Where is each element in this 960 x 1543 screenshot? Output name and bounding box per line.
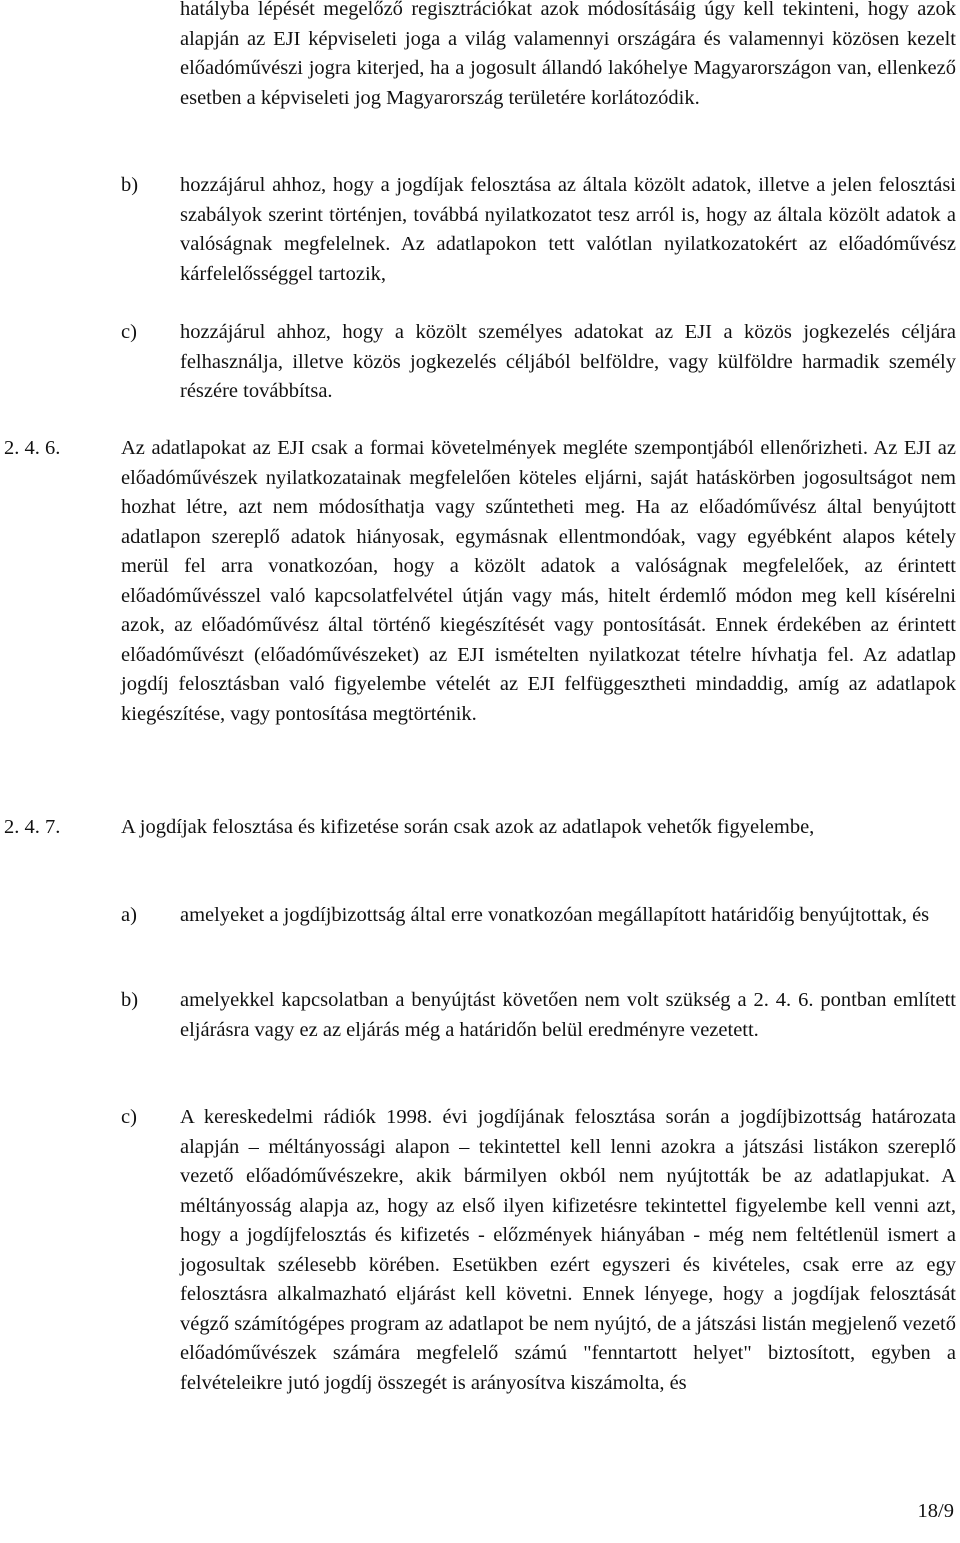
section-number-2-4-6: 2. 4. 6.: [4, 437, 61, 459]
list-marker-c: c): [121, 321, 137, 343]
page-number: 18/9: [917, 1500, 954, 1522]
list-item-247-a: amelyeket a jogdíjbizottság által erre vonatkozóan megállapított határidőig benyújtottak, és: [180, 904, 930, 926]
list-item-247-c: A kereskedelmi rádiók 1998. évi jogdíjának felosztása során a jogdíjbizottság határozata alapján – méltányossági alapon – tekintettel kell lenni azokra a játszási listákon szereplő vezető előadóművészekre, akik bármilyen okból nem nyújtották be az adatlapjukat. A méltányosság alapja az, hogy az első ilyen kifizetésre tekintettel figyelembe kell venni azt, hogy a jogdíjfelosztás és kifizetés - előzmények hiányában - még nem feltétlenül ismert a jogosultak szélesebb körében. Esetükben ezért egyszeri és kivételes, csak erre az egy felosztásra alkalmazható eljárást kell követni. Ennek lényege, hogy a jogdíjak felosztását végző számítógépes program az adatlapot be nem nyújtó, de a játszási listán megjelenő vezető előadóművészek számára megfelelő számú "fenntartott helyet" biztosított, egyben a felvételeikre jutó jogdíj összegét is arányosítva kiszámolta, és: [180, 1106, 956, 1394]
intro-paragraph: hatályba lépését megelőző regisztrációkat azok módosításáig úgy kell tekinteni, hogy azok alapján az EJI képviseleti joga a világ valamennyi országára és valamennyi közösen kezelt előadóművészi jogra kiterjed, ha a jogosult állandó lakóhelye Magyarországon van, ellenkező esetben a képviseleti jog Magyarország területére korlátozódik.: [180, 0, 956, 109]
list-marker-b: b): [121, 174, 139, 196]
list-item-247-b: amelyekkel kapcsolatban a benyújtást követően nem volt szükség a 2. 4. 6. pontban említett eljárásra vagy ez az eljárás még a határidőn belül eredményre vezetett.: [180, 989, 956, 1041]
list-marker-247-b: b): [121, 989, 139, 1011]
list-item-b: hozzájárul ahhoz, hogy a jogdíjak felosztása az általa közölt adatok, illetve a jelen felosztási szabályok szerint történjen, továbbá nyilatkozatot tesz arról is, hogy az általa közölt adatok a valóságnak megfelelnek. Az adatlapokon tett valótlan nyilatkozatokért az előadóművész kárfelelősséggel tartozik,: [180, 174, 956, 285]
list-marker-247-c: c): [121, 1106, 137, 1128]
list-marker-247-a: a): [121, 904, 137, 926]
section-number-2-4-7: 2. 4. 7.: [4, 816, 61, 838]
list-item-c: hozzájárul ahhoz, hogy a közölt személyes adatokat az EJI a közös jogkezelés céljára felhasználja, illetve közös jogkezelés céljából belföldre, vagy külföldre harmadik személy részére továbbítsa.: [180, 321, 956, 402]
section-paragraph-2-4-6: Az adatlapokat az EJI csak a formai követelmények megléte szempontjából ellenőrizheti. Az EJI az előadóművészek nyilatkozatainak megfelelően köteles eljárni, saját hatáskörben jogosultságot nem hozhat létre, azt nem módosíthatja vagy szűntetheti meg. Ha az előadóművész által benyújtott adatlapon szereplő adatok hiányosak, egymásnak ellentmondóak, vagy egyébként alapos kétely merül fel arra vonatkozóan, hogy a közölt adatok a valóságnak megfelelőek, az érintett előadóművésszel való kapcsolatfelvétel útján vagy más, hitelt érdemlő módon meg kell kísérelni azok, az előadóművész által történő kiegészítését vagy pontosítását. Ennek érdekében az érintett előadóművészt (előadóművészeket) az EJI ismételten nyilatkozat tételre hívhatja fel. Az adatlap jogdíj felosztásban való figyelembe vételét az EJI felfüggesztheti mindaddig, amíg az adatlapok kiegészítése, vagy pontosítása megtörténik.: [121, 437, 956, 725]
section-paragraph-2-4-7: A jogdíjak felosztása és kifizetése során csak azok az adatlapok vehetők figyelembe,: [121, 816, 815, 838]
